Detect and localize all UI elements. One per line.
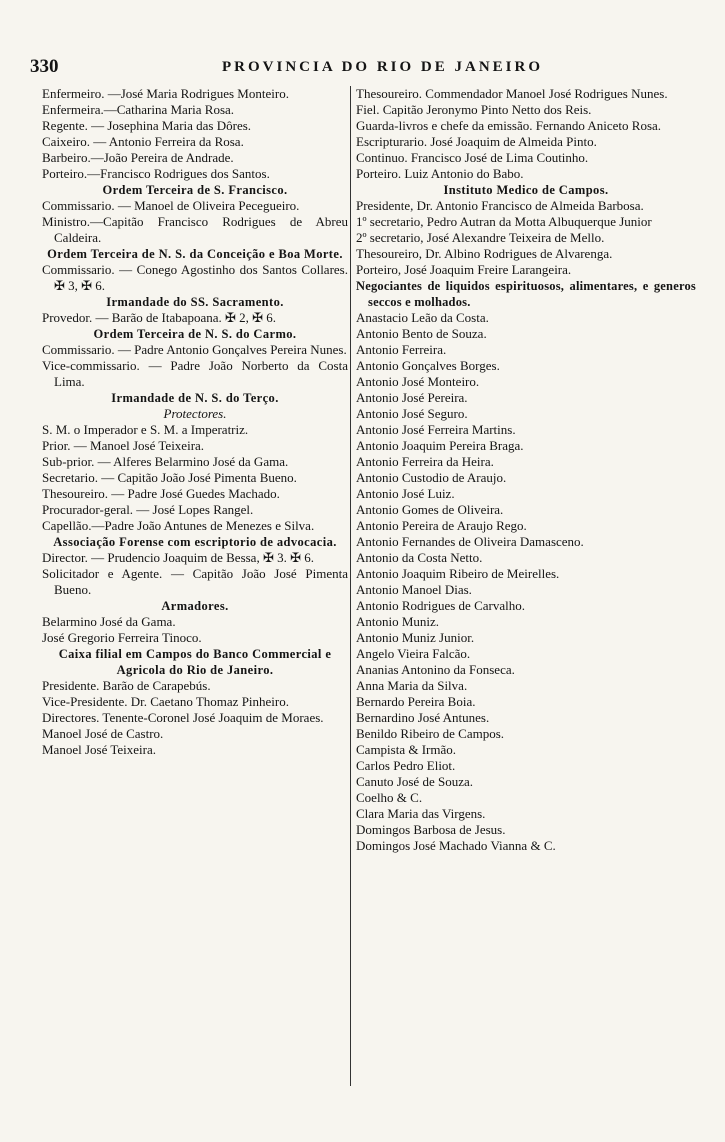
directory-entry: Secretario. — Capitão João José Pimenta Bueno. xyxy=(42,470,297,485)
directory-entry: Vice-Presidente. Dr. Caetano Thomaz Pinheiro. xyxy=(42,694,289,709)
directory-entry: Capellão.—Padre João Antunes de Menezes e Silva. xyxy=(42,518,315,533)
directory-entry: S. M. o Imperador e S. M. a Imperatriz. xyxy=(42,422,249,437)
directory-entry: Commissario. — Conego Agostinho dos Santos Collares. ✠ 3, ✠ 6. xyxy=(42,262,348,293)
directory-entry: Porteiro.—Francisco Rodrigues dos Santos. xyxy=(42,166,270,181)
section-heading: Ordem Terceira de S. Francisco. xyxy=(102,183,288,197)
directory-entry: Antonio José Ferreira Martins. xyxy=(356,422,516,437)
directory-entry: Antonio Joaquim Pereira Braga. xyxy=(356,438,524,453)
directory-entry: Caixeiro. — Antonio Ferreira da Rosa. xyxy=(42,134,244,149)
directory-entry: Antonio José Pereira. xyxy=(356,390,468,405)
directory-entry: Porteiro. Luiz Antonio do Babo. xyxy=(356,166,524,181)
section-heading: Instituto Medico de Campos. xyxy=(443,183,609,197)
section-heading: Ordem Terceira de N. S. da Conceição e Boa Morte. xyxy=(47,247,343,261)
directory-entry: Escripturario. José Joaquim de Almeida Pinto. xyxy=(356,134,597,149)
column-divider xyxy=(350,86,351,1086)
directory-entry: Thesoureiro. Commendador Manoel José Rodrigues Nunes. xyxy=(356,86,668,101)
directory-entry: Antonio Manoel Dias. xyxy=(356,582,472,597)
directory-entry: Antonio José Seguro. xyxy=(356,406,468,421)
section-heading: Armadores. xyxy=(161,599,229,613)
directory-entry: Benildo Ribeiro de Campos. xyxy=(356,726,505,741)
directory-entry: Domingos Barbosa de Jesus. xyxy=(356,822,506,837)
directory-entry: Sub-prior. — Alferes Belarmino José da Gama. xyxy=(42,454,289,469)
directory-entry: Ananias Antonino da Fonseca. xyxy=(356,662,515,677)
directory-entry: Angelo Vieira Falcão. xyxy=(356,646,471,661)
directory-entry: Ministro.—Capitão Francisco Rodrigues de Abreu Caldeira. xyxy=(42,214,348,245)
running-title: PROVINCIA DO RIO DE JANEIRO xyxy=(221,58,544,75)
section-heading: Associação Forense com escriptorio de advocacia. xyxy=(53,535,337,549)
directory-entry: Regente. — Josephina Maria das Dôres. xyxy=(42,118,252,133)
directory-entry: Belarmino José da Gama. xyxy=(42,614,176,629)
directory-entry: Continuo. Francisco José de Lima Coutinho. xyxy=(356,150,589,165)
directory-entry: Campista & Irmão. xyxy=(356,742,457,757)
section-heading: Negociantes de liquidos espirituosos, alimentares, e generos seccos e molhados. xyxy=(356,279,696,309)
directory-entry: Anna Maria da Silva. xyxy=(356,678,468,693)
directory-entry: 2º secretario, José Alexandre Teixeira de Mello. xyxy=(356,230,605,245)
directory-entry: Antonio da Costa Netto. xyxy=(356,550,483,565)
directory-entry: José Gregorio Ferreira Tinoco. xyxy=(42,630,202,645)
directory-entry: Carlos Pedro Eliot. xyxy=(356,758,456,773)
directory-entry: Antonio Joaquim Ribeiro de Meirelles. xyxy=(356,566,560,581)
directory-entry: Antonio José Monteiro. xyxy=(356,374,480,389)
directory-entry: Porteiro, José Joaquim Freire Larangeira. xyxy=(356,262,572,277)
directory-entry: Antonio Bento de Souza. xyxy=(356,326,487,341)
directory-entry: Canuto José de Souza. xyxy=(356,774,473,789)
directory-entry: Antonio Pereira de Araujo Rego. xyxy=(356,518,527,533)
directory-entry: Antonio Ferreira. xyxy=(356,342,447,357)
directory-entry: Antonio Fernandes de Oliveira Damasceno. xyxy=(356,534,584,549)
directory-entry: Antonio Gonçalves Borges. xyxy=(356,358,500,373)
directory-entry: Vice-commissario. — Padre João Norberto da Costa Lima. xyxy=(42,358,348,389)
directory-entry: Antonio Muniz Junior. xyxy=(356,630,475,645)
directory-entry: Thesoureiro, Dr. Albino Rodrigues de Alvarenga. xyxy=(356,246,613,261)
directory-entry: Fiel. Capitão Jeronymo Pinto Netto dos Reis. xyxy=(356,102,592,117)
directory-entry: Bernardo Pereira Boia. xyxy=(356,694,476,709)
section-heading: Caixa filial em Campos do Banco Commercial e Agricola do Rio de Janeiro. xyxy=(58,647,332,677)
directory-entry: Antonio Rodrigues de Carvalho. xyxy=(356,598,525,613)
directory-entry: Solicitador e Agente. — Capitão João José Pimenta Bueno. xyxy=(42,566,348,597)
directory-entry: Guarda-livros e chefe da emissão. Fernando Aniceto Rosa. xyxy=(356,118,662,133)
right-column xyxy=(356,86,696,854)
directory-entry: Presidente. Barão de Carapebús. xyxy=(42,678,211,693)
directory-entry: Commissario. — Manoel de Oliveira Pecegueiro. xyxy=(42,198,300,213)
directory-entry: Clara Maria das Virgens. xyxy=(356,806,486,821)
directory-entry: Prior. — Manoel José Teixeira. xyxy=(42,438,205,453)
section-subheading: Protectores. xyxy=(163,406,227,421)
directory-entry: Antonio Ferreira da Heira. xyxy=(356,454,494,469)
directory-entry: 1º secretario, Pedro Autran da Motta Albuquerque Junior xyxy=(356,214,652,229)
page-number: 330 xyxy=(30,56,59,77)
directory-entry: Commissario. — Padre Antonio Gonçalves Pereira Nunes. xyxy=(42,342,347,357)
directory-entry: Director. — Prudencio Joaquim de Bessa, ✠ 3. ✠ 6. xyxy=(42,550,314,565)
left-column xyxy=(42,86,348,758)
page-header xyxy=(30,52,703,82)
section-heading: Ordem Terceira de N. S. do Carmo. xyxy=(93,327,297,341)
directory-entry: Thesoureiro. — Padre José Guedes Machado. xyxy=(42,486,280,501)
directory-entry: Enfermeira.—Catharina Maria Rosa. xyxy=(42,102,235,117)
directory-entry: Barbeiro.—João Pereira de Andrade. xyxy=(42,150,234,165)
directory-entry: Bernardino José Antunes. xyxy=(356,710,490,725)
section-heading: Irmandade do SS. Sacramento. xyxy=(106,295,284,309)
directory-entry: Antonio José Luiz. xyxy=(356,486,455,501)
directory-entry: Procurador-geral. — José Lopes Rangel. xyxy=(42,502,254,517)
directory-entry: Enfermeiro. —José Maria Rodrigues Monteiro. xyxy=(42,86,289,101)
directory-entry: Antonio Muniz. xyxy=(356,614,440,629)
directory-entry: Manoel José de Castro. xyxy=(42,726,164,741)
directory-entry: Domingos José Machado Vianna & C. xyxy=(356,838,556,853)
directory-entry: Anastacio Leão da Costa. xyxy=(356,310,489,325)
directory-entry: Antonio Gomes de Oliveira. xyxy=(356,502,504,517)
directory-entry: Presidente, Dr. Antonio Francisco de Almeida Barbosa. xyxy=(356,198,644,213)
directory-entry: Coelho & C. xyxy=(356,790,423,805)
directory-entry: Directores. Tenente-Coronel José Joaquim de Moraes. xyxy=(42,710,324,725)
directory-entry: Manoel José Teixeira. xyxy=(42,742,157,757)
directory-entry: Antonio Custodio de Araujo. xyxy=(356,470,507,485)
directory-entry: Provedor. — Barão de Itabapoana. ✠ 2, ✠ 6. xyxy=(42,310,277,325)
section-heading: Irmandade de N. S. do Terço. xyxy=(111,391,279,405)
